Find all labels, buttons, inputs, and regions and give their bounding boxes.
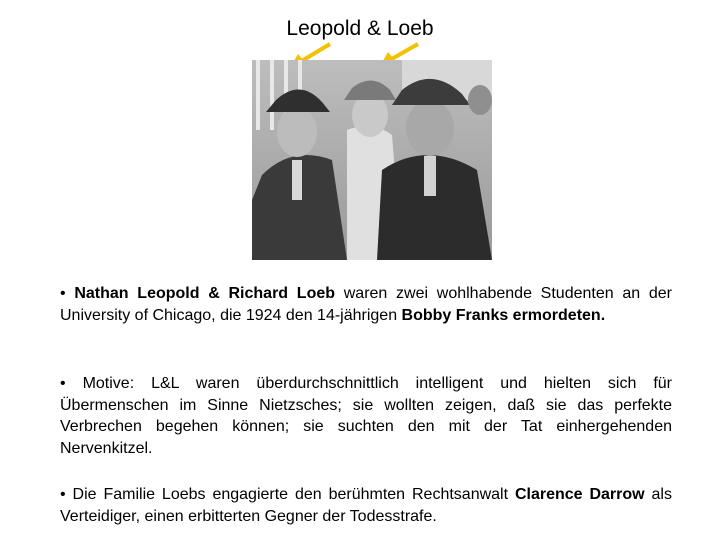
bullet-1-victim: Bobby Franks ermordeten. xyxy=(401,306,606,324)
bullet-3-text: Die Familie Loebs engagierte den berühmten Rechtsanwalt xyxy=(72,486,515,503)
bullet-3-text-end: als Verteidiger, einen erbitterten Gegner der Todesstrafe. xyxy=(60,486,672,525)
slide-title: Leopold & Loeb xyxy=(286,17,434,40)
leopold-loeb-photo xyxy=(252,60,492,260)
bullet-1 xyxy=(60,283,672,326)
bullet-1-text: waren zwei wohlhabende Studenten an der University of Chicago, die 1924 den 14-jährigen xyxy=(60,285,673,324)
bullet-1-names: Nathan Leopold & Richard Loeb xyxy=(74,285,336,302)
bullet-2-text: Motive: L&L waren überdurchschnittlich intelligent und hielten sich für Übermenschen im Sinne Nietzsches; sie wollten zeigen, daß sie das perfekte Verbrechen begehen können; sie suchten den mit der Tat einhergehenden Nervenkitzel. xyxy=(60,375,673,457)
bullet-marker: • xyxy=(60,285,66,302)
bullet-marker: • xyxy=(60,375,66,392)
bullet-marker: • xyxy=(60,486,66,503)
bullet-2 xyxy=(60,373,672,459)
bullet-3 xyxy=(60,484,672,527)
bullet-3-lawyer: Clarence Darrow xyxy=(514,486,645,503)
